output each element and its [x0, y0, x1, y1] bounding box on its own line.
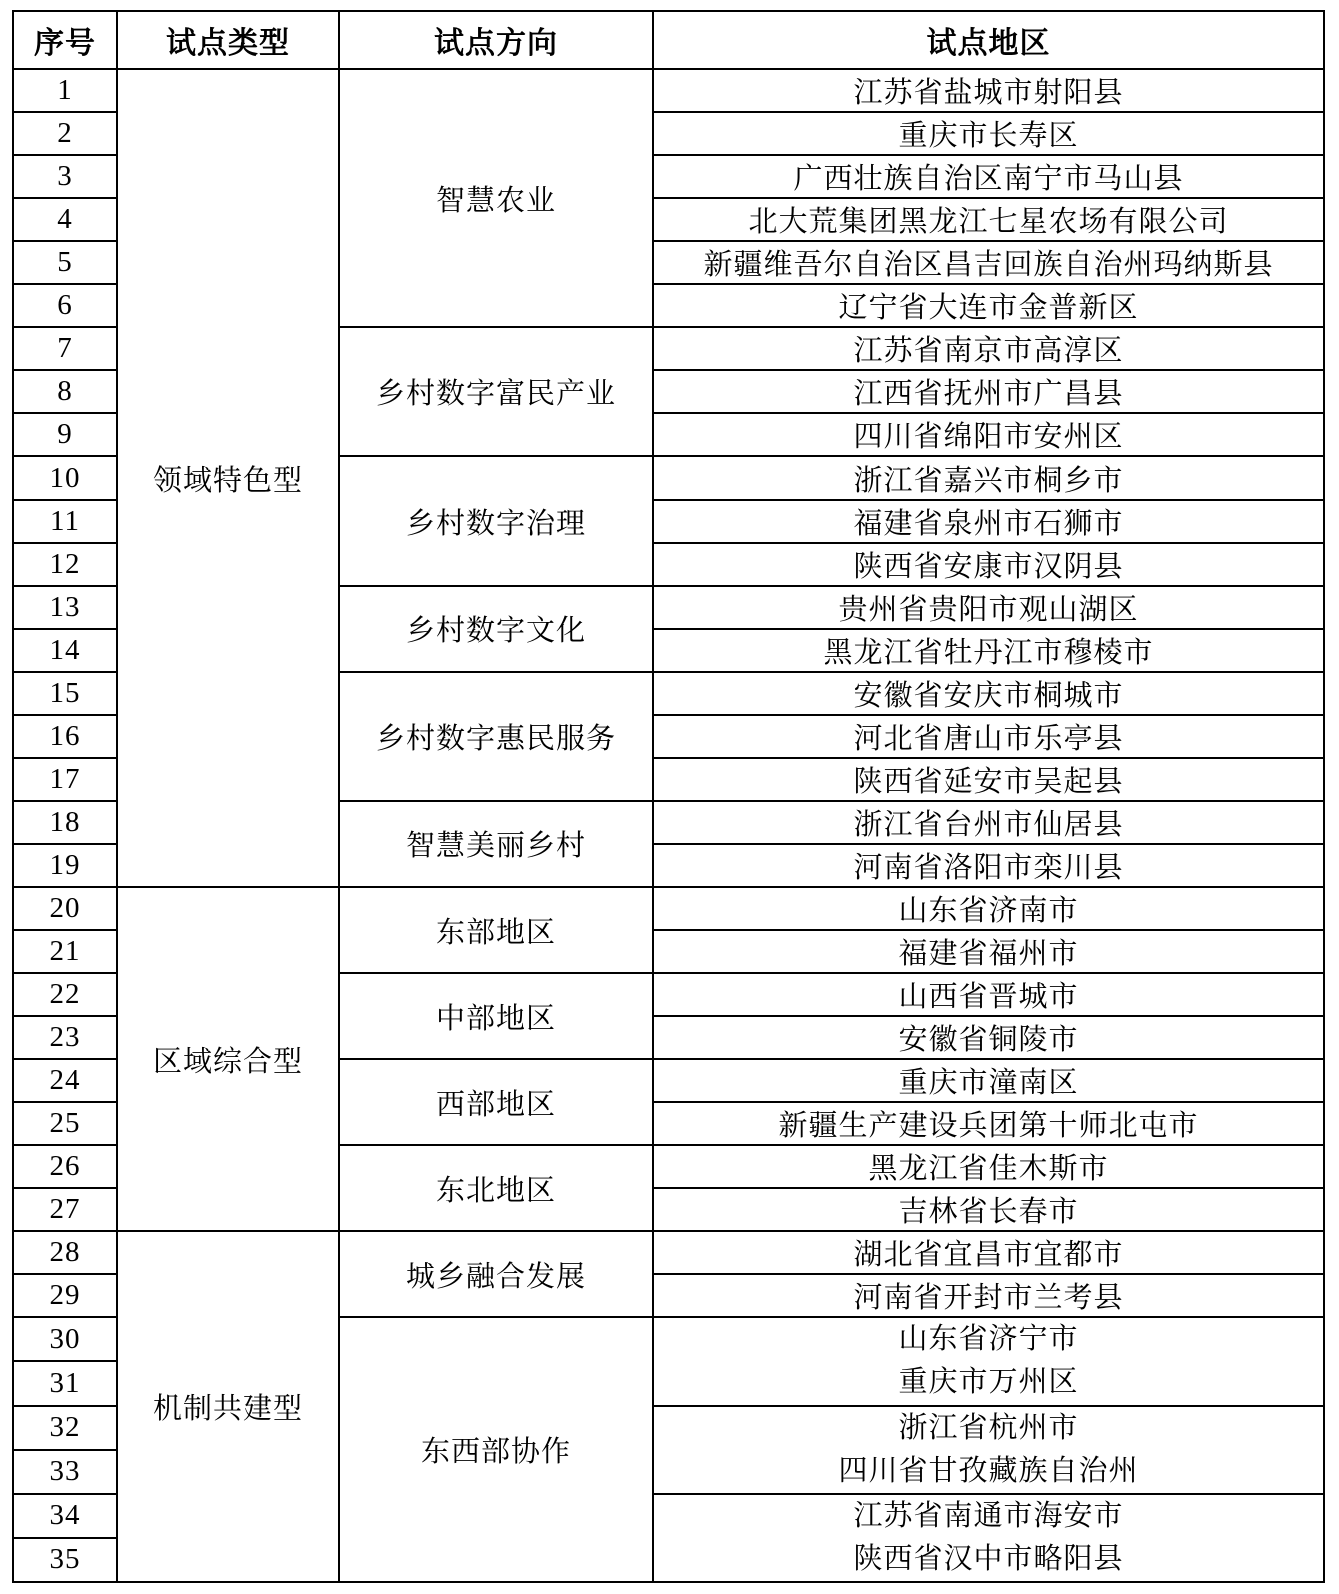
- region-line: 四川省甘孜藏族自治州: [838, 1454, 1139, 1487]
- index-cell: 17: [13, 758, 117, 801]
- index-cell: 8: [13, 370, 117, 413]
- index-cell: 18: [13, 801, 117, 844]
- index-cell: 6: [13, 284, 117, 327]
- index-cell: 26: [13, 1145, 117, 1188]
- region-line: 山东省济宁市: [898, 1323, 1079, 1356]
- table-row: [13, 1231, 1324, 1274]
- index-cell: 9: [13, 413, 117, 456]
- index-cell: 19: [13, 844, 117, 887]
- type-group-cell: 区域综合型: [117, 887, 339, 1231]
- region-pair-cell: [653, 1494, 1324, 1582]
- direction-group-cell: 西部地区: [339, 1059, 653, 1145]
- region-line: 重庆市万州区: [898, 1366, 1079, 1399]
- type-group-cell: 领域特色型: [117, 69, 339, 887]
- index-cell: 1: [13, 69, 117, 112]
- table-row: [13, 887, 1324, 930]
- region-cell: 黑龙江省佳木斯市: [653, 1145, 1324, 1188]
- direction-group-cell: 东部地区: [339, 887, 653, 973]
- header-index: 序号: [13, 11, 117, 69]
- region-cell: 江苏省盐城市射阳县: [653, 69, 1324, 112]
- region-cell: 黑龙江省牡丹江市穆棱市: [653, 629, 1324, 672]
- region-cell: 陕西省安康市汉阴县: [653, 543, 1324, 586]
- index-cell: 23: [13, 1016, 117, 1059]
- region-cell: 安徽省安庆市桐城市: [653, 672, 1324, 715]
- region-cell: 贵州省贵阳市观山湖区: [653, 586, 1324, 629]
- direction-group-cell: 城乡融合发展: [339, 1231, 653, 1317]
- direction-group-cell: 东北地区: [339, 1145, 653, 1231]
- region-cell: 辽宁省大连市金普新区: [653, 284, 1324, 327]
- region-cell: 河北省唐山市乐亭县: [653, 715, 1324, 758]
- index-cell: 11: [13, 500, 117, 543]
- index-cell: 15: [13, 672, 117, 715]
- region-line: 浙江省杭州市: [898, 1411, 1079, 1444]
- type-group-cell: 机制共建型: [117, 1231, 339, 1582]
- region-cell: 重庆市潼南区: [653, 1059, 1324, 1102]
- region-cell: 新疆生产建设兵团第十师北屯市: [653, 1102, 1324, 1145]
- header-region: 试点地区: [653, 11, 1324, 69]
- region-cell: 河南省开封市兰考县: [653, 1274, 1324, 1317]
- index-cell: 27: [13, 1188, 117, 1231]
- region-pair-cell: [653, 1317, 1324, 1405]
- index-cell: 3: [13, 155, 117, 198]
- index-cell: 20: [13, 887, 117, 930]
- region-cell: 山东省济南市: [653, 887, 1324, 930]
- region-line: 陕西省汉中市略阳县: [853, 1542, 1124, 1575]
- region-cell: 福建省福州市: [653, 930, 1324, 973]
- index-cell: 12: [13, 543, 117, 586]
- index-cell: 31: [13, 1361, 117, 1405]
- index-cell: 24: [13, 1059, 117, 1102]
- index-cell: 28: [13, 1231, 117, 1274]
- index-cell: 7: [13, 327, 117, 370]
- index-cell: 16: [13, 715, 117, 758]
- region-cell: 浙江省嘉兴市桐乡市: [653, 456, 1324, 499]
- direction-group-cell: 中部地区: [339, 973, 653, 1059]
- direction-group-cell: 东西部协作: [339, 1317, 653, 1582]
- index-cell: 32: [13, 1406, 117, 1450]
- direction-group-cell: 乡村数字惠民服务: [339, 672, 653, 801]
- index-cell: 30: [13, 1317, 117, 1361]
- index-cell: 35: [13, 1538, 117, 1582]
- index-cell: 5: [13, 241, 117, 284]
- region-cell: 湖北省宜昌市宜都市: [653, 1231, 1324, 1274]
- header-type: 试点类型: [117, 11, 339, 69]
- region-pair-cell: [653, 1406, 1324, 1494]
- region-cell: 河南省洛阳市栾川县: [653, 844, 1324, 887]
- region-cell: 新疆维吾尔自治区昌吉回族自治州玛纳斯县: [653, 241, 1324, 284]
- region-cell: 四川省绵阳市安州区: [653, 413, 1324, 456]
- region-cell: 陕西省延安市吴起县: [653, 758, 1324, 801]
- table-header-row: [13, 11, 1324, 69]
- index-cell: 13: [13, 586, 117, 629]
- index-cell: 29: [13, 1274, 117, 1317]
- region-cell: 广西壮族自治区南宁市马山县: [653, 155, 1324, 198]
- pilot-zones-table: [12, 10, 1325, 1583]
- index-cell: 34: [13, 1494, 117, 1538]
- index-cell: 21: [13, 930, 117, 973]
- region-cell: 北大荒集团黑龙江七星农场有限公司: [653, 198, 1324, 241]
- region-cell: 山西省晋城市: [653, 973, 1324, 1016]
- direction-group-cell: 乡村数字文化: [339, 586, 653, 672]
- direction-group-cell: 乡村数字富民产业: [339, 327, 653, 456]
- index-cell: 33: [13, 1450, 117, 1494]
- region-cell: 江西省抚州市广昌县: [653, 370, 1324, 413]
- index-cell: 10: [13, 456, 117, 499]
- region-cell: 重庆市长寿区: [653, 112, 1324, 155]
- index-cell: 22: [13, 973, 117, 1016]
- index-cell: 4: [13, 198, 117, 241]
- index-cell: 2: [13, 112, 117, 155]
- index-cell: 14: [13, 629, 117, 672]
- region-cell: 吉林省长春市: [653, 1188, 1324, 1231]
- table-row: [13, 69, 1324, 112]
- region-cell: 福建省泉州市石狮市: [653, 500, 1324, 543]
- region-cell: 安徽省铜陵市: [653, 1016, 1324, 1059]
- index-cell: 25: [13, 1102, 117, 1145]
- region-line: 江苏省南通市海安市: [853, 1499, 1124, 1532]
- direction-group-cell: 智慧农业: [339, 69, 653, 327]
- header-direction: 试点方向: [339, 11, 653, 69]
- direction-group-cell: 乡村数字治理: [339, 456, 653, 585]
- region-cell: 江苏省南京市高淳区: [653, 327, 1324, 370]
- direction-group-cell: 智慧美丽乡村: [339, 801, 653, 887]
- region-cell: 浙江省台州市仙居县: [653, 801, 1324, 844]
